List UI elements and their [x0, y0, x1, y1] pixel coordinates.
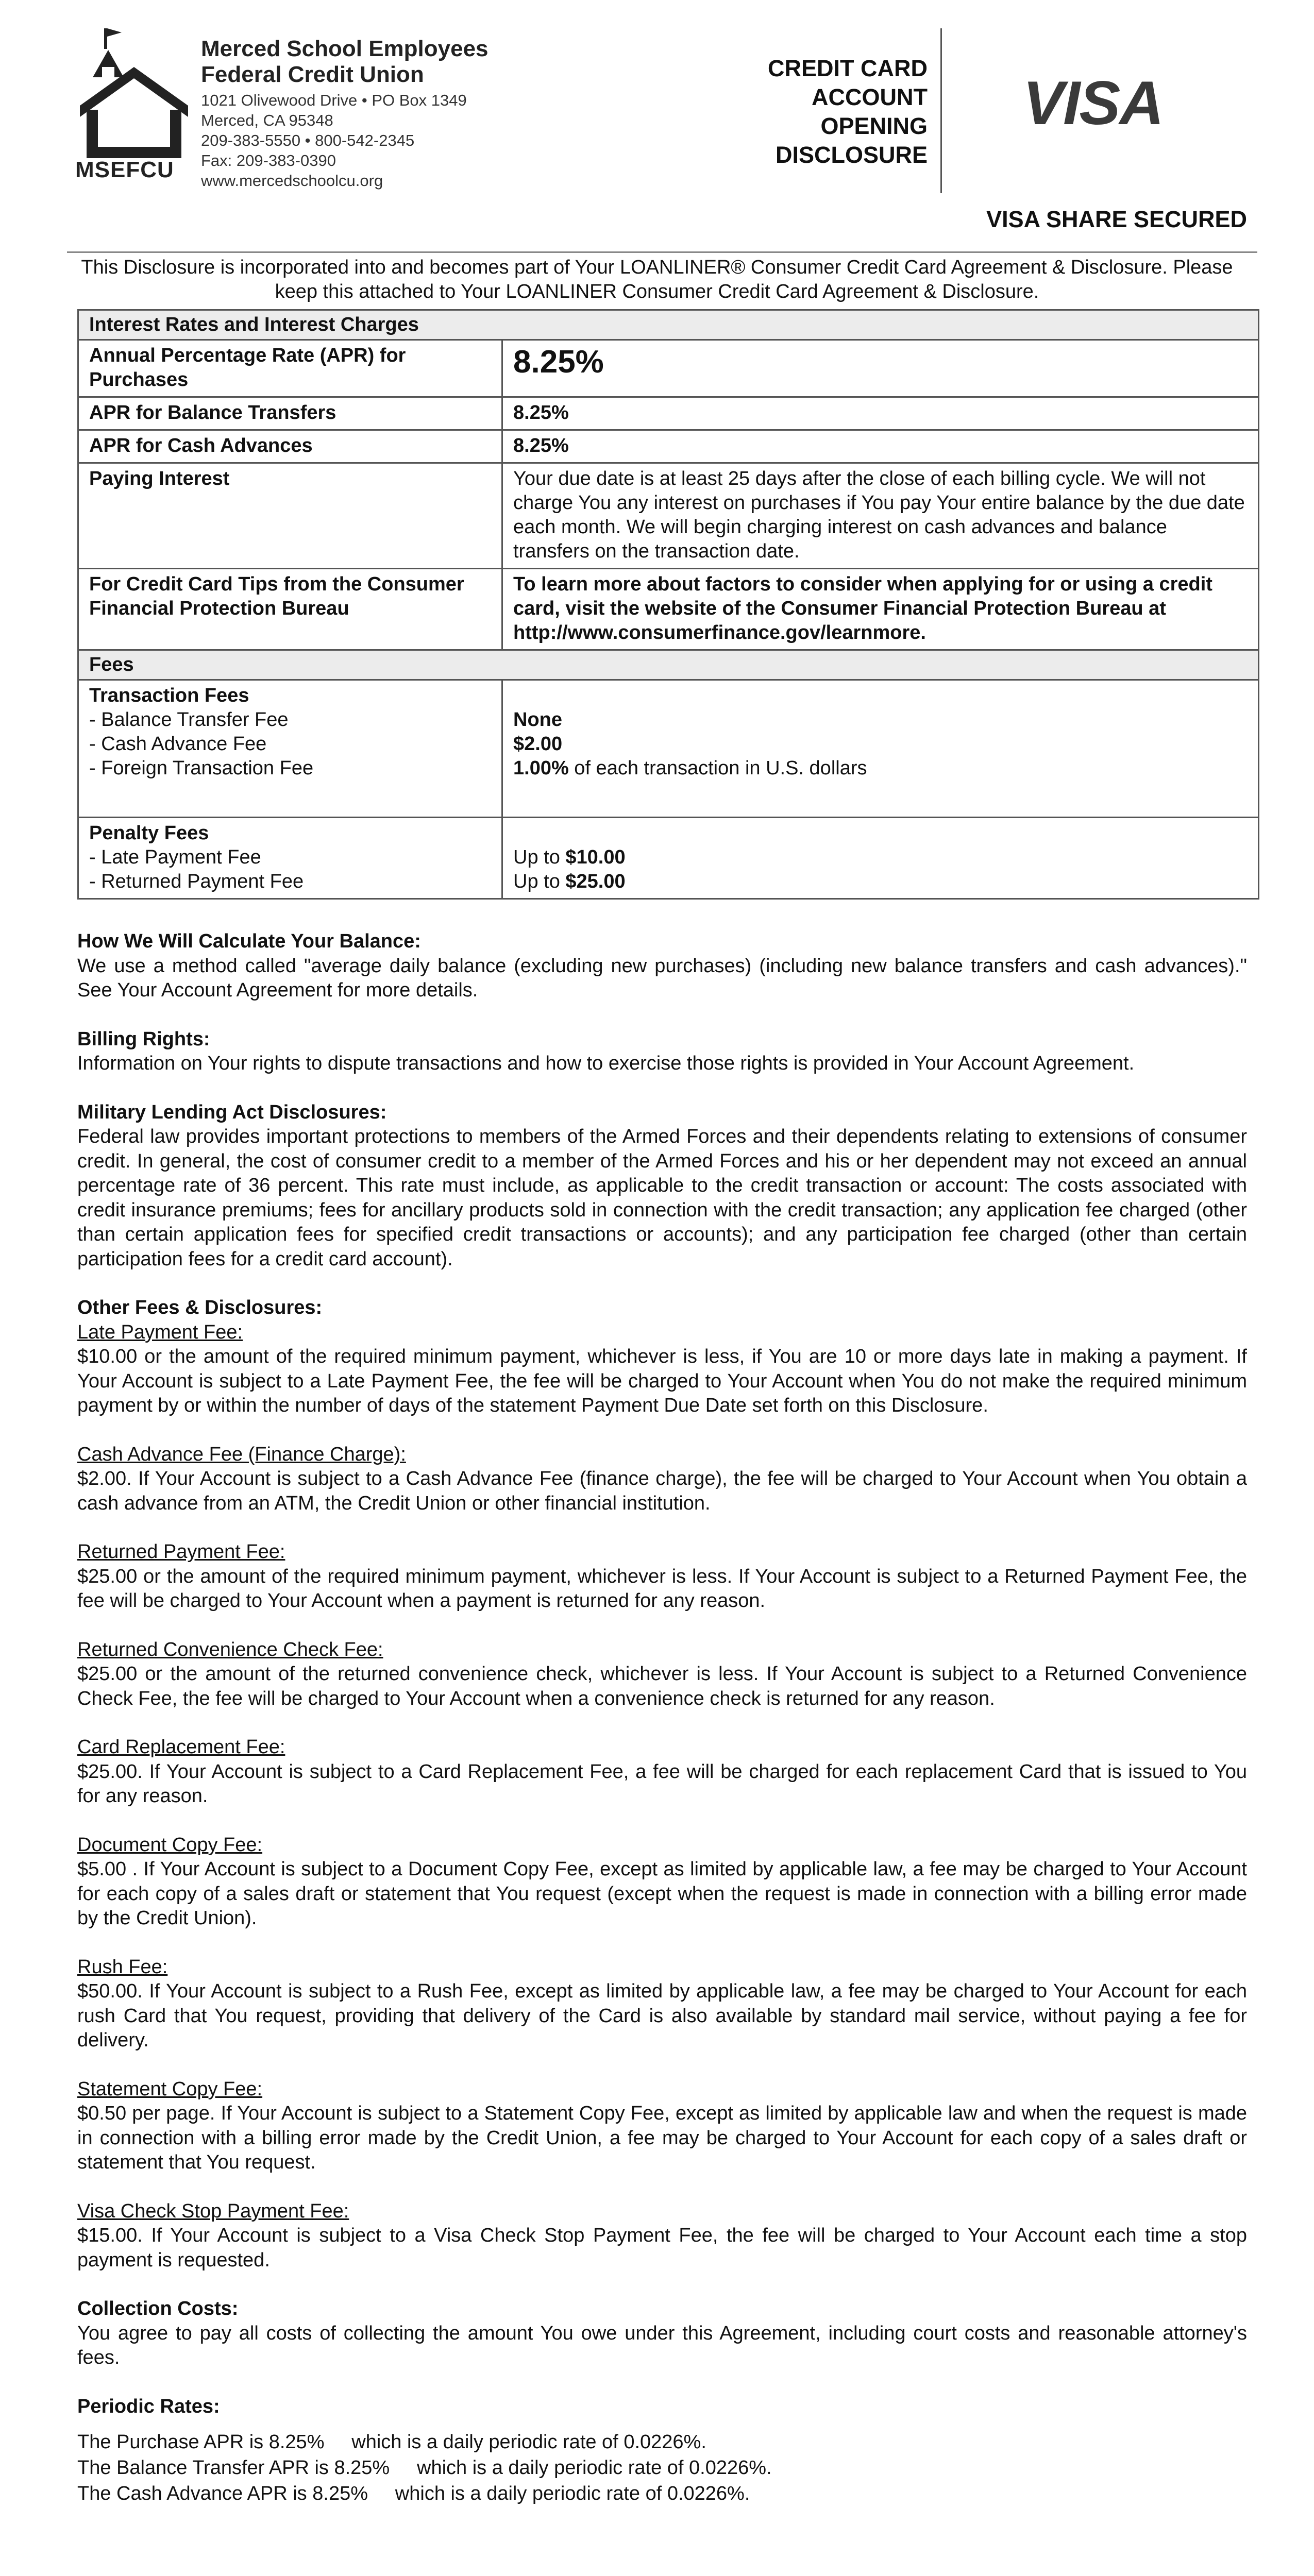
phone-line: 209-383-5550 • 800-542-2345 — [201, 131, 415, 149]
cfpb-label: For Credit Card Tips from the Consumer Financial Protection Bureau — [78, 569, 502, 650]
check-fee-title: Returned Convenience Check Fee: — [77, 1638, 383, 1660]
rush-fee-text: $50.00. If Your Account is subject to a Rush Fee, except as limited by applicable law, a fee may be charged to Your Account for each rush Card that You request, providing that delivery of the Card is also available by standard mail service, without paying a fee for delivery. — [77, 1980, 1247, 2051]
table-row — [78, 430, 1259, 463]
credit-union-logo — [77, 28, 191, 183]
card-fee-title: Card Replacement Fee: — [77, 1736, 285, 1758]
header-divider — [940, 28, 942, 193]
visa-logo — [1023, 69, 1164, 138]
returned-payment-amount: $25.00 — [565, 871, 626, 892]
table-row — [78, 818, 1259, 899]
periodic-label: The Balance Transfer APR is — [77, 2457, 334, 2479]
visa-logo-text: VISA — [1023, 69, 1164, 138]
periodic-mid: which is a daily periodic rate of — [417, 2457, 689, 2479]
table-section-row — [78, 650, 1259, 680]
periodic-rate-cash — [77, 2481, 1247, 2506]
doc-fee-text: $5.00 . If Your Account is subject to a Document Copy Fee, except as limited by applicable law, a fee may be charged to Your Account for each copy of a sales draft or statement that You request (except when the request is made in connection with a billing error made by the Credit Union). — [77, 1858, 1247, 1929]
transaction-fees-values — [502, 680, 1259, 818]
card-fee-text: $25.00. If Your Account is subject to a Card Replacement Fee, a fee will be charged for each replacement Card that is issued to You for any reason. — [77, 1760, 1247, 1807]
title-line4: DISCLOSURE — [775, 142, 928, 168]
foreign-fee-percent: 1.00% — [513, 757, 569, 779]
apr-purchases-label: Annual Percentage Rate (APR) for Purchases — [78, 340, 502, 397]
balance-transfer-fee-label: - Balance Transfer Fee — [89, 709, 289, 731]
penalty-fees-label: Penalty Fees — [89, 822, 209, 844]
apr-cash-label: APR for Cash Advances — [78, 430, 502, 463]
header-rule — [67, 251, 1257, 253]
document-title — [711, 54, 928, 170]
periodic-label: The Purchase APR is — [77, 2431, 269, 2453]
collection-text: You agree to pay all costs of collecting the amount You owe under this Agreement, including court costs and reasonable attorney's fees. — [77, 2322, 1247, 2368]
doc-fee-title: Document Copy Fee: — [77, 1834, 263, 1856]
table-row — [78, 340, 1259, 397]
address-line1: 1021 Olivewood Drive • PO Box 1349 — [201, 91, 467, 109]
card-type: VISA SHARE SECURED — [986, 206, 1247, 232]
returned-fee-text: $25.00 or the amount of the required minimum payment, whichever is less. If Your Account is subject to a Returned Payment Fee, the fee will be charged to Your Account when a payment is returned for any reason. — [77, 1565, 1247, 1612]
up-to-text: Up to — [513, 871, 566, 892]
apr-balance-value: 8.25% — [502, 397, 1259, 430]
fax-line: Fax: 209-383-0390 — [201, 151, 336, 170]
periodic-end: . — [766, 2457, 772, 2479]
cash-advance-fee-value: $2.00 — [513, 733, 563, 755]
title-line2: ACCOUNT — [812, 84, 928, 110]
periodic-apr: 8.25% — [268, 2431, 325, 2453]
credit-union-address — [201, 90, 467, 191]
cfpb-value: To learn more about factors to consider when applying for or using a credit card, visit the website of the Consumer Financial Protection Bureau at http://www.consumerfinance.gov/learnmore. — [502, 569, 1259, 650]
cu-name-line2: Federal Credit Union — [201, 62, 424, 87]
section-fees: Fees — [78, 650, 1259, 680]
stop-fee-text: $15.00. If Your Account is subject to a Visa Check Stop Payment Fee, the fee will be charged to Your Account each time a stop payment is requested. — [77, 2225, 1247, 2271]
address-line2: Merced, CA 95348 — [201, 111, 333, 129]
periodic-rate: 0.0226% — [624, 2431, 701, 2453]
stop-fee-title: Visa Check Stop Payment Fee: — [77, 2200, 349, 2222]
billing-heading: Billing Rights: — [77, 1028, 210, 1050]
rates-table — [77, 309, 1259, 900]
other-fees-heading: Other Fees & Disclosures: — [77, 1297, 323, 1318]
periodic-end: . — [744, 2483, 750, 2504]
stmt-fee-title: Statement Copy Fee: — [77, 2078, 263, 2100]
balance-text: We use a method called "average daily balance (excluding new purchases) (including new balance transfers and cash advances)." See Your Account Agreement for more details. — [77, 955, 1247, 1001]
title-line1: CREDIT CARD — [768, 55, 928, 81]
transaction-fees-label: Transaction Fees — [89, 685, 249, 706]
table-row — [78, 569, 1259, 650]
title-line3: OPENING — [820, 113, 928, 139]
returned-fee-title: Returned Payment Fee: — [77, 1541, 285, 1563]
periodic-rate-purchase — [77, 2429, 1247, 2455]
penalty-fees-cell — [78, 818, 502, 899]
cash-advance-fee-label: - Cash Advance Fee — [89, 733, 267, 755]
intro-text: This Disclosure is incorporated into and becomes part of Your LOANLINER® Consumer Credit Card Agreement & Disclosure. Please keep this attached to Your LOANLINER Consumer Credit Card Agreement & Disclosure. — [81, 257, 1233, 302]
table-row — [78, 397, 1259, 430]
periodic-mid: which is a daily periodic rate of — [351, 2431, 624, 2453]
late-payment-amount: $10.00 — [565, 846, 626, 868]
apr-cash-value: 8.25% — [502, 430, 1259, 463]
periodic-rate: 0.0226% — [689, 2457, 767, 2479]
check-fee-text: $25.00 or the amount of the returned convenience check, whichever is less. If Your Account is subject to a Returned Convenience Check Fee, the fee will be charged to Your Account when a convenience check is returned for any reason. — [77, 1663, 1247, 1709]
cash-fee-text: $2.00. If Your Account is subject to a Cash Advance Fee (finance charge), the fee will be charged to Your Account when You obtain a cash advance from an ATM, the Credit Union or other financial institution. — [77, 1468, 1247, 1514]
late-payment-value — [513, 845, 1248, 870]
returned-payment-label: - Returned Payment Fee — [89, 871, 304, 892]
late-fee-title: Late Payment Fee: — [77, 1321, 243, 1343]
late-fee-text: $10.00 or the amount of the required minimum payment, whichever is less, if You are 10 or more days late in making a payment. If Your Account is subject to a Late Payment Fee, the fee will be charged to Your Account when You do not make the required minimum payment by or within the number of days of the statement Payment Due Date set forth on this Disclosure. — [77, 1346, 1247, 1416]
up-to-text: Up to — [513, 846, 566, 868]
periodic-apr: 8.25% — [312, 2483, 368, 2504]
stmt-fee-text: $0.50 per page. If Your Account is subject to a Statement Copy Fee, except as limited by applicable law and when the request is made in connection with a billing error made by the Credit Union, a fee may be charged to Your Account for each copy of a sales draft or statement that You request. — [77, 2103, 1247, 2173]
late-payment-label: - Late Payment Fee — [89, 846, 261, 868]
foreign-fee-label: - Foreign Transaction Fee — [89, 757, 314, 779]
periodic-heading: Periodic Rates: — [77, 2395, 220, 2417]
apr-balance-label: APR for Balance Transfers — [78, 397, 502, 430]
credit-union-name — [201, 36, 488, 88]
mla-heading: Military Lending Act Disclosures: — [77, 1101, 387, 1123]
table-row — [78, 680, 1259, 818]
balance-transfer-fee-value: None — [513, 709, 562, 731]
periodic-mid: which is a daily periodic rate of — [395, 2483, 667, 2504]
cash-fee-title: Cash Advance Fee (Finance Charge): — [77, 1443, 406, 1465]
table-section-row — [78, 310, 1259, 340]
mla-text: Federal law provides important protections to members of the Armed Forces and their dependents relating to extensions of consumer credit. In general, the cost of consumer credit to a member of the Armed Forces and his or her dependent may not exceed an annual percentage rate of 36 percent. This rate must include, as applicable to the credit transaction or account: The costs associated with credit insurance premiums; fees for ancillary products sold in connection with the credit transaction; any application fee charged (other than certain application fees for specified credit transactions or accounts); and any participation fee charged (other than certain participation fees for a credit card account). — [77, 1126, 1247, 1270]
rush-fee-title: Rush Fee: — [77, 1956, 168, 1978]
periodic-rate-balance — [77, 2455, 1247, 2481]
periodic-apr: 8.25% — [334, 2457, 390, 2479]
table-row — [78, 463, 1259, 569]
logo-text: MSEFCU — [75, 157, 174, 182]
apr-purchases-value: 8.25% — [513, 344, 604, 380]
penalty-fees-values — [502, 818, 1259, 899]
paying-interest-value: Your due date is at least 25 days after the close of each billing cycle. We will not charge You any interest on purchases if You pay Your entire balance by the due date each month. We will begin charging interest on cash advances and balance transfers on the transaction date. — [502, 463, 1259, 569]
transaction-fees-cell — [78, 680, 502, 818]
paying-interest-label: Paying Interest — [78, 463, 502, 569]
website-line: www.mercedschoolcu.org — [201, 172, 383, 190]
collection-heading: Collection Costs: — [77, 2298, 239, 2319]
periodic-end: . — [701, 2431, 706, 2453]
disclosure-body — [77, 929, 1247, 2506]
cu-name-line1: Merced School Employees — [201, 36, 488, 61]
returned-payment-value — [513, 870, 1248, 894]
balance-heading: How We Will Calculate Your Balance: — [77, 930, 421, 952]
billing-text: Information on Your rights to dispute transactions and how to exercise those rights is provided in Your Account Agreement. — [77, 1053, 1135, 1074]
section-rates: Interest Rates and Interest Charges — [78, 310, 1259, 340]
periodic-label: The Cash Advance APR is — [77, 2483, 313, 2504]
periodic-rate: 0.0226% — [667, 2483, 745, 2504]
foreign-fee-desc: of each transaction in U.S. dollars — [568, 757, 867, 779]
foreign-fee-value — [513, 756, 1248, 781]
